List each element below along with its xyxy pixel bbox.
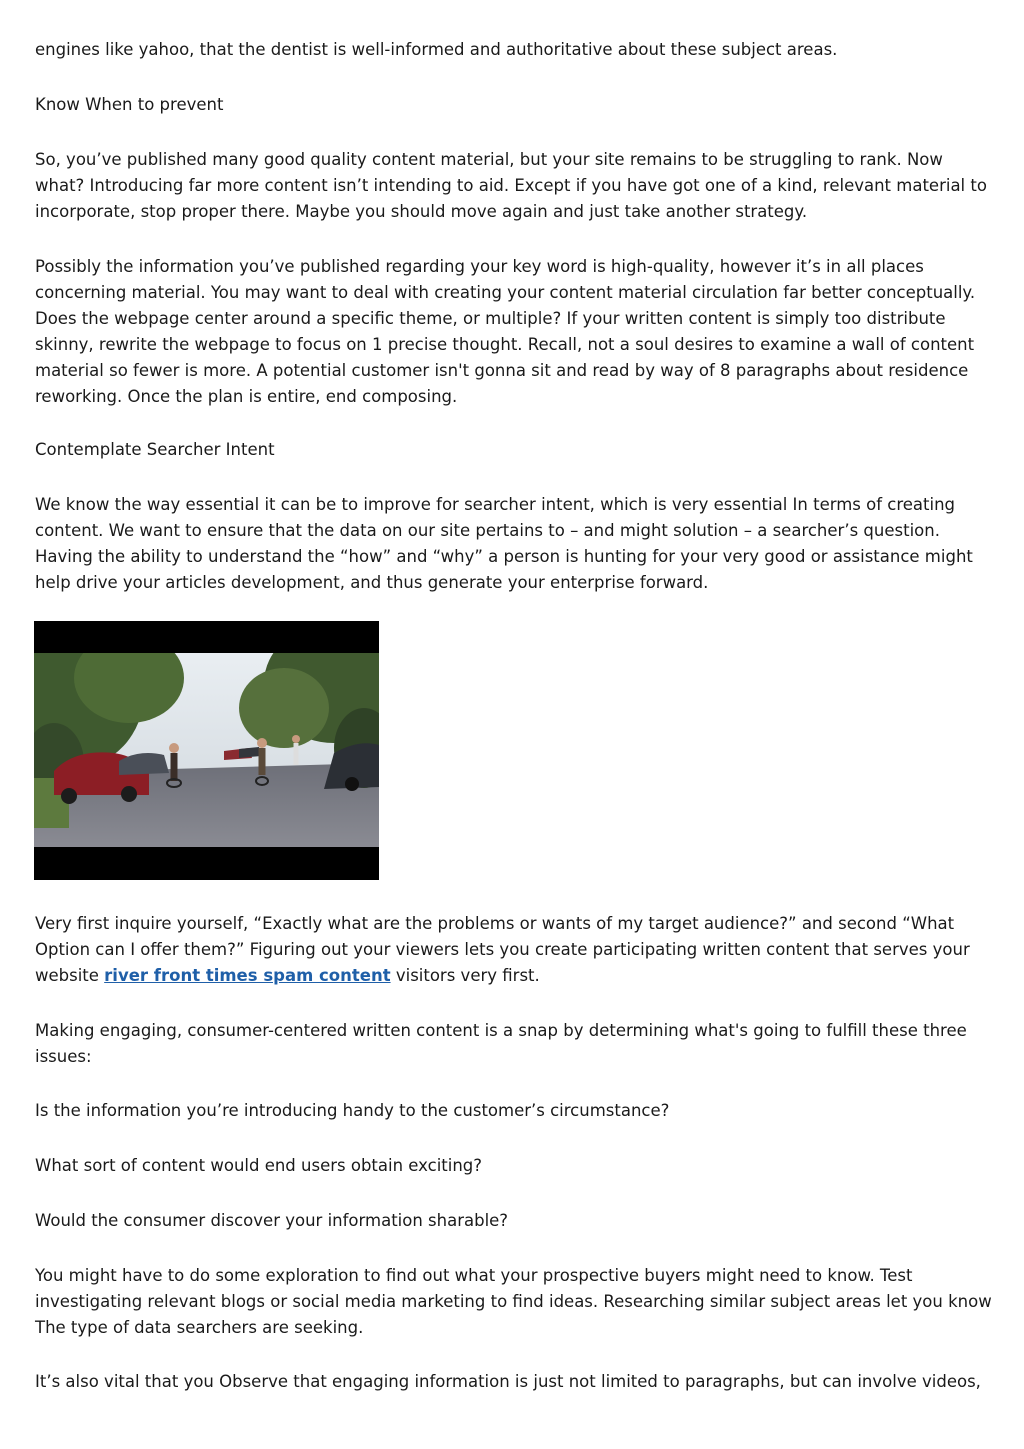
paragraph-exploration: You might have to do some exploration to find out what your prospective buyers might need to know. Test investigating relevant blogs or social media marketing to find ideas. Researching similar subject areas let you know The type of data searchers are seeking. bbox=[35, 1266, 992, 1337]
paragraph-intro-tail: engines like yahoo, that the dentist is well-informed and authoritative about these subject areas. bbox=[35, 40, 838, 59]
paragraph-published-content: So, you’ve published many good quality content material, but your site remains to be struggling to rank. Now what? Introducing far more content isn’t intending to aid. Except if you have got one of a kind, relevant material to incorporate, stop proper there. Maybe you should move again and just take another strategy. bbox=[35, 150, 987, 221]
heading-know-when-to-prevent: Know When to prevent bbox=[35, 95, 224, 114]
question-handy-information: Is the information you’re introducing handy to the customer’s circumstance? bbox=[35, 1101, 670, 1120]
paragraph-searcher-intent: We know the way essential it can be to improve for searcher intent, which is very essential In terms of creating content. We want to ensure that the data on our site pertains to – and might solution – a searcher’s question. Having the ability to understand the “how” and “why” a person is hunting for your very good or assistance might help drive your articles development, and thus generate your enterprise forward. bbox=[35, 495, 973, 592]
question-exciting-content: What sort of content would end users obtain exciting? bbox=[35, 1156, 483, 1175]
question-sharable-information: Would the consumer discover your information sharable? bbox=[35, 1211, 509, 1230]
heading-searcher-intent: Contemplate Searcher Intent bbox=[35, 440, 275, 459]
paragraph-keyword-information: Possibly the information you’ve published regarding your key word is high-quality, however it’s in all places concerning material. You may want to deal with creating your content material circulation far better conceptually. Does the webpage center around a specific theme, or multiple? If your written content is simply too distribute skinny, rewrite the webpage to focus on 1 precise thought. Recall, not a soul desires to examine a wall of content material so fewer is more. A potential customer isn't gonna sit and read by way of 8 paragraphs about residence reworking. Once the plan is entire, end composing. bbox=[35, 257, 976, 406]
river-front-times-link[interactable]: river front times spam content bbox=[104, 966, 391, 985]
street-scene-image bbox=[34, 653, 379, 847]
paragraph-target-audience-text: Very first inquire yourself, “Exactly what are the problems or wants of my target audience?” and second “What Option can I offer them?” Figuring out your viewers lets you create participating written content that serves your website bbox=[35, 914, 970, 985]
paragraph-engaging-content: Making engaging, consumer-centered written content is a snap by determining what's going to fulfill these three issues: bbox=[35, 1021, 967, 1066]
paragraph-target-audience-tail: visitors very first. bbox=[390, 966, 540, 985]
paragraph-target-audience bbox=[35, 911, 995, 989]
video-thumbnail[interactable] bbox=[34, 621, 379, 880]
paragraph-engaging-formats: It’s also vital that you Observe that engaging information is just not limited to paragraphs, but can involve videos, bbox=[35, 1372, 981, 1391]
